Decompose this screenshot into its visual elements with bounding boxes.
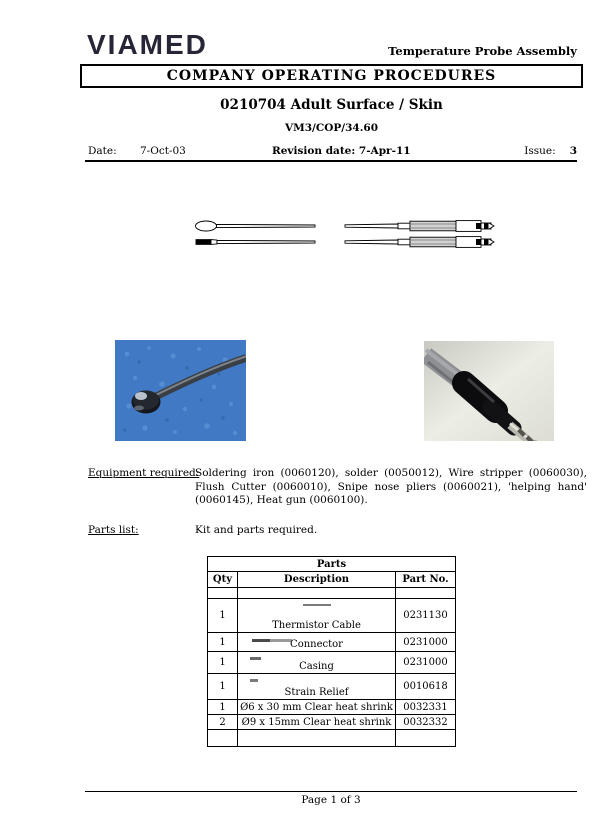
col-header-description: Description [238, 572, 396, 588]
part-description-label: Thermistor Cable [272, 620, 361, 631]
revision-date: Revision date: 7-Apr-11 [272, 145, 411, 157]
part-number: 0032331 [396, 700, 456, 715]
part-description-label: Casing [299, 661, 334, 672]
equipment-required-text: Soldering iron (0060120), solder (0050012), Wire stripper (0060030), Flush Cutter (0060010), Snipe nose pliers (0060021), 'helping hand' (0060145), Heat gun (0060100). [195, 467, 587, 507]
issue-label: Issue: [524, 145, 556, 157]
parts-list-label: Parts list: [88, 524, 139, 536]
photo-jack-plug [424, 341, 554, 441]
part-qty: 1 [208, 633, 238, 652]
probe-diagram [193, 215, 495, 255]
part-description [238, 588, 396, 599]
part-number: 0032332 [396, 715, 456, 730]
part-description-label: Connector [290, 639, 343, 650]
part-description: Ø9 x 15mm Clear heat shrink [238, 715, 396, 730]
page-title: 0210704 Adult Surface / Skin [220, 97, 443, 113]
table-row [208, 652, 456, 674]
part-qty [208, 730, 238, 747]
table-row [208, 674, 456, 700]
parts-table-header-row [208, 572, 456, 588]
part-qty: 1 [208, 674, 238, 700]
header-divider [85, 160, 577, 162]
doc-reference: VM3/COP/34.60 [284, 122, 379, 134]
part-description: Ø6 x 30 mm Clear heat shrink [238, 700, 396, 715]
banner-company-operating-procedures: COMPANY OPERATING PROCEDURES [80, 64, 583, 88]
part-number [396, 730, 456, 747]
part-number: 0231130 [396, 599, 456, 633]
part-qty: 2 [208, 715, 238, 730]
part-description [238, 633, 396, 652]
part-qty: 1 [208, 652, 238, 674]
table-row [208, 715, 456, 730]
part-number [396, 588, 456, 599]
part-qty: 1 [208, 599, 238, 633]
parts-table-title-row [208, 557, 456, 572]
date-value: 7-Oct-03 [140, 145, 186, 157]
part-number: 0231000 [396, 633, 456, 652]
issue [524, 145, 577, 157]
issue-value: 3 [569, 145, 577, 157]
parts-list-text: Kit and parts required. [195, 524, 318, 536]
cable-thumbnail [303, 604, 331, 606]
parts-table [207, 556, 456, 747]
meta-row [88, 145, 577, 159]
part-description-label: Strain Relief [284, 687, 349, 698]
col-header-part-no: Part No. [396, 572, 456, 588]
table-row [208, 700, 456, 715]
col-header-qty: Qty [208, 572, 238, 588]
table-row [208, 730, 456, 747]
table-row [208, 633, 456, 652]
part-description [238, 652, 396, 674]
part-description [238, 730, 396, 747]
strain-relief-thumbnail [250, 679, 258, 682]
parts-table-title: Parts [208, 557, 456, 572]
date-label: Date: [88, 145, 117, 157]
part-number: 0010618 [396, 674, 456, 700]
part-qty [208, 588, 238, 599]
viamed-logo: VIAMED [87, 29, 208, 60]
part-description [238, 599, 396, 633]
table-row [208, 599, 456, 633]
part-qty: 1 [208, 700, 238, 715]
page-number: Page 1 of 3 [301, 794, 361, 806]
footer-divider [85, 791, 577, 792]
equipment-required-label: Equipment required: [88, 467, 200, 479]
photo-sensor-tip [115, 340, 246, 441]
casing-thumbnail [250, 657, 261, 660]
part-description [238, 674, 396, 700]
doc-type-heading: Temperature Probe Assembly [388, 44, 577, 58]
part-number: 0231000 [396, 652, 456, 674]
table-row [208, 588, 456, 599]
